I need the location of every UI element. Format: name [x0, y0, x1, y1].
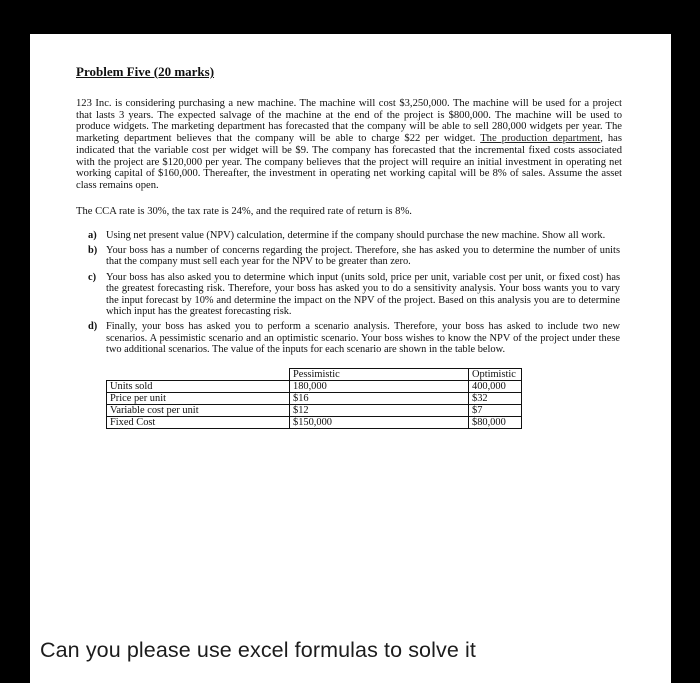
row-label: Variable cost per unit	[107, 404, 290, 416]
row-label: Price per unit	[107, 392, 290, 404]
optimistic-value: 400,000	[469, 380, 522, 392]
pessimistic-value: $16	[290, 392, 469, 404]
rates-statement: The CCA rate is 30%, the tax rate is 24%, and the required rate of return is 8%.	[76, 205, 412, 217]
question-a	[76, 230, 622, 241]
table-row	[107, 392, 522, 404]
question-list	[76, 230, 622, 356]
empty-header-cell	[107, 368, 290, 380]
pessimistic-value: $12	[290, 404, 469, 416]
optimistic-value: $80,000	[469, 416, 522, 428]
question-c	[76, 272, 622, 318]
intro-underlined-text: The production department	[480, 133, 601, 145]
row-label: Units sold	[107, 380, 290, 392]
problem-intro	[76, 98, 622, 192]
question-label: b)	[88, 245, 98, 257]
row-label: Fixed Cost	[107, 416, 290, 428]
table-row	[107, 380, 522, 392]
table-row	[107, 404, 522, 416]
question-label: c)	[88, 271, 97, 283]
question-text: Finally, your boss has asked you to perform a scenario analysis. Therefore, your boss has asked to include two new scenarios. A pessimistic scenario and an optimistic scenario. Your boss wishes to know the NPV of the project under these two additional scenarios. The value of the inputs for each scenario are shown in the table below.	[106, 321, 620, 356]
header-pessimistic: Pessimistic	[290, 368, 469, 380]
intro-text-end: , has indicated that the variable cost per widget will be $9. The company has forecasted that the incremental fixed costs associated with the project are $120,000 per year. The company believes that the project will require an initial investment in operating net working capital of $160,000. Thereafter, the investment in operating net working capital will be 8% of sales. Assume the asset class remains open.	[76, 133, 622, 191]
problem-document	[76, 64, 622, 429]
scenario-table	[106, 368, 522, 429]
optimistic-value: $7	[469, 404, 522, 416]
question-text: Your boss has also asked you to determine which input (units sold, price per unit, variable cost per unit, or fixed cost) has the greatest forecasting risk. Therefore, your boss has asked you to do a sensitivity analysis. Your boss wants you to vary the input forecast by 10% and determine the impact on the NPV of the project. Based on this analysis you are to determine which input has the greatest forecasting risk.	[106, 271, 620, 318]
table-row	[107, 416, 522, 428]
question-text: Your boss has a number of concerns regarding the project. Therefore, she has asked you to determine the number of units that the company must sell each year for the NPV to be greater than zero.	[106, 245, 620, 268]
question-text: Using net present value (NPV) calculation, determine if the company should purchase the new machine. Show all work.	[106, 229, 606, 241]
question-b	[76, 245, 622, 268]
document-page	[30, 34, 671, 683]
table-header-row	[107, 368, 522, 380]
question-label: a)	[88, 229, 97, 241]
header-optimistic: Optimistic	[469, 368, 522, 380]
pessimistic-value: $150,000	[290, 416, 469, 428]
question-label: d)	[88, 321, 98, 333]
problem-title: Problem Five (20 marks)	[76, 64, 215, 79]
intro-text-start: 123 Inc. is considering purchasing a new machine. The machine will cost $3,250,000. The machine will be used for a project that lasts 3 years. The expected salvage of the machine at the end of the project is $800,000. The machine will be used to produce widgets. The marketing department has forecasted that the company will be able to sell 280,000 widgets per year. The marketing department believes that the company will be able to charge $22 per widget.	[76, 98, 622, 145]
optimistic-value: $32	[469, 392, 522, 404]
pessimistic-value: 180,000	[290, 380, 469, 392]
request-caption: Can you please use excel formulas to solve it	[40, 638, 476, 662]
question-d	[76, 321, 622, 355]
